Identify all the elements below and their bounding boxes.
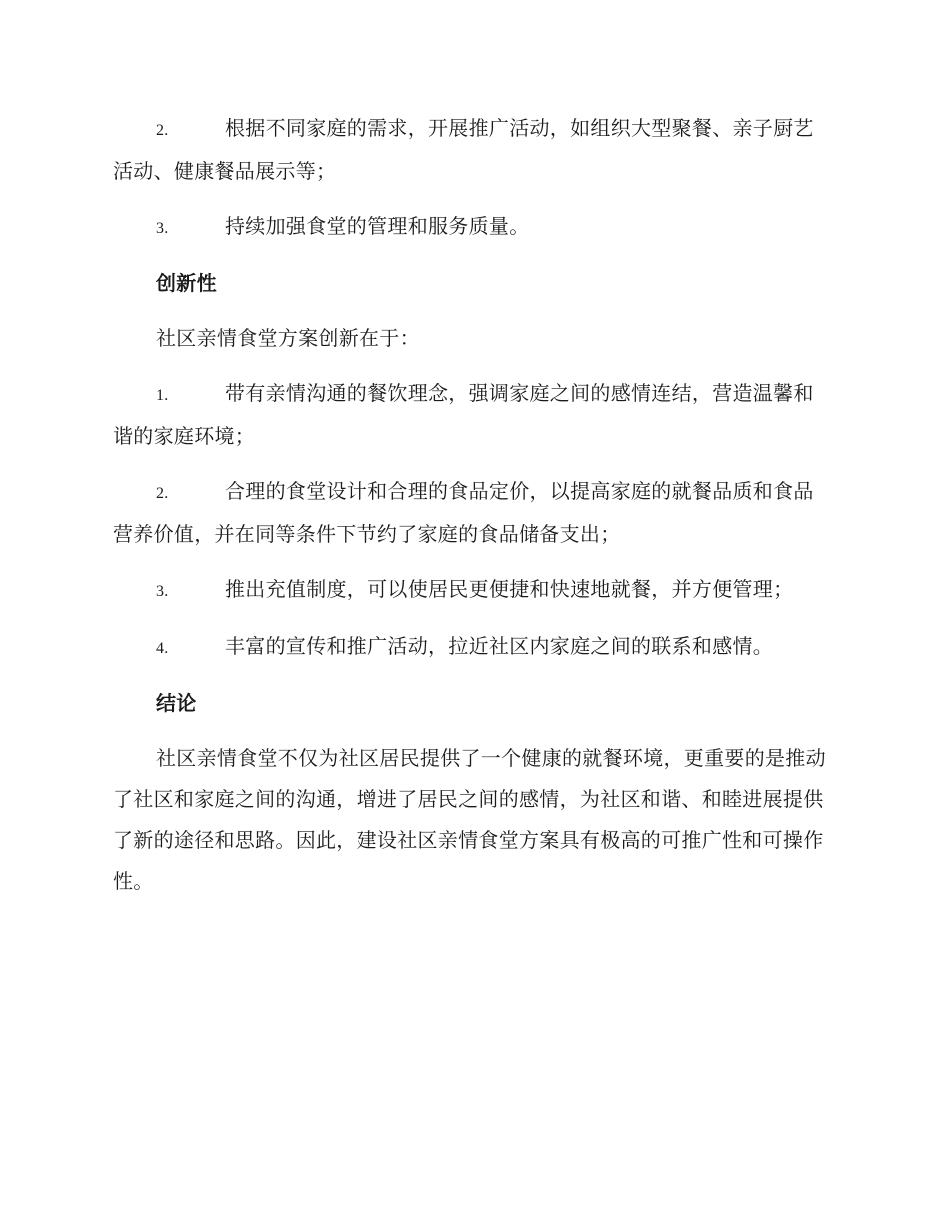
list-text: 持续加强食堂的管理和服务质量。	[225, 214, 530, 238]
list-item	[113, 471, 833, 555]
list-number: 3.	[156, 220, 169, 237]
list-number: 4.	[156, 640, 169, 657]
section-heading-conclusion: 结论	[156, 691, 197, 715]
list-text: 丰富的宣传和推广活动，拉近社区内家庭之间的联系和感情。	[225, 634, 774, 658]
list-item	[113, 569, 833, 612]
list-number: 3.	[156, 583, 169, 600]
list-number: 1.	[156, 387, 169, 404]
list-item	[113, 206, 833, 249]
list-text: 带有亲情沟通的餐饮理念，强调家庭之间的感情连结，营造温馨和谐的家庭环境；	[113, 381, 814, 448]
list-text: 根据不同家庭的需求，开展推广活动，如组织大型聚餐、亲子厨艺活动、健康餐品展示等；	[113, 116, 814, 183]
list-number: 2.	[156, 122, 169, 139]
list-text: 合理的食堂设计和合理的食品定价，以提高家庭的就餐品质和食品营养价值，并在同等条件下节约了家庭的食品储备支出；	[113, 479, 814, 546]
conclusion-body: 社区亲情食堂不仅为社区居民提供了一个健康的就餐环境，更重要的是推动了社区和家庭之间的沟通，增进了居民之间的感情，为社区和谐、和睦进展提供了新的途径和思路。因此，建设社区亲情食堂方案具有极高的可推广性和可操作性。	[113, 746, 826, 893]
list-item	[113, 626, 833, 669]
list-item	[113, 108, 833, 192]
list-item	[113, 373, 833, 457]
list-number: 2.	[156, 485, 169, 502]
list-text: 推出充值制度，可以使居民更便捷和快速地就餐，并方便管理；	[225, 577, 794, 601]
section-heading-innovation: 创新性	[156, 271, 217, 295]
document-content	[113, 108, 833, 916]
innovation-intro: 社区亲情食堂方案创新在于：	[156, 326, 420, 350]
